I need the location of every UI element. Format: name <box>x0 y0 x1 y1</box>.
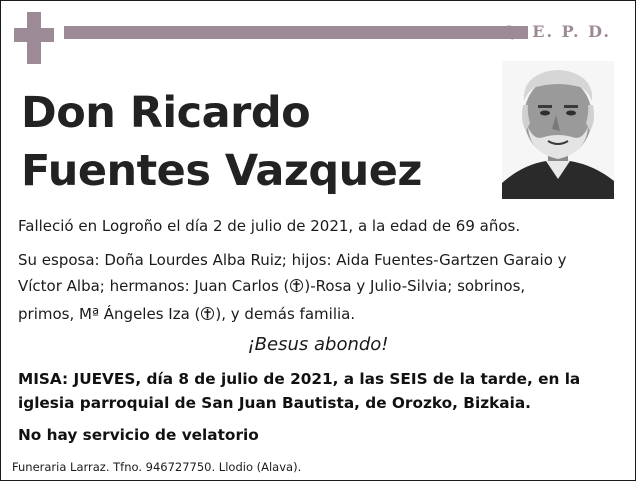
family-line-1: Su esposa: Doña Lourdes Alba Ruiz; hijos: Aida Fuentes-Gartzen Garaio y <box>18 251 567 269</box>
portrait-photo <box>502 61 614 199</box>
wake-notice: No hay servicio de velatorio <box>18 426 259 444</box>
mass-line-2: iglesia parroquial de San Juan Bautista, de Orozko, Bizkaia. <box>18 394 531 412</box>
funeral-mass-info <box>18 367 618 415</box>
funeral-home-footer: Funeraria Larraz. Tfno. 946727750. Llodio (Alava). <box>12 460 302 474</box>
mass-line-1: MISA: JUEVES, día 8 de julio de 2021, a las SEIS de la tarde, en la <box>18 370 581 388</box>
deceased-name-line-1: Don Ricardo <box>21 88 311 138</box>
farewell-motto: ¡Besus abondo! <box>247 334 389 355</box>
deceased-cross-icon <box>290 275 303 301</box>
family-list <box>18 247 618 329</box>
latin-cross-icon <box>14 12 54 64</box>
death-notice-text: Falleció en Logroño el día 2 de julio de 2021, a la edad de 69 años. <box>18 217 521 235</box>
qepd-label: Q. E. P. D. <box>501 22 611 41</box>
header-divider-bar <box>64 26 528 39</box>
family-line-2: Víctor Alba; hermanos: Juan Carlos ( )-Rosa y Julio-Silvia; sobrinos, <box>18 273 618 301</box>
deceased-name <box>21 84 491 200</box>
deceased-name-line-2: Fuentes Vazquez <box>21 146 422 196</box>
family-line-3: primos, Mª Ángeles Iza ( ), y demás familia. <box>18 301 618 329</box>
deceased-cross-icon <box>201 303 214 329</box>
